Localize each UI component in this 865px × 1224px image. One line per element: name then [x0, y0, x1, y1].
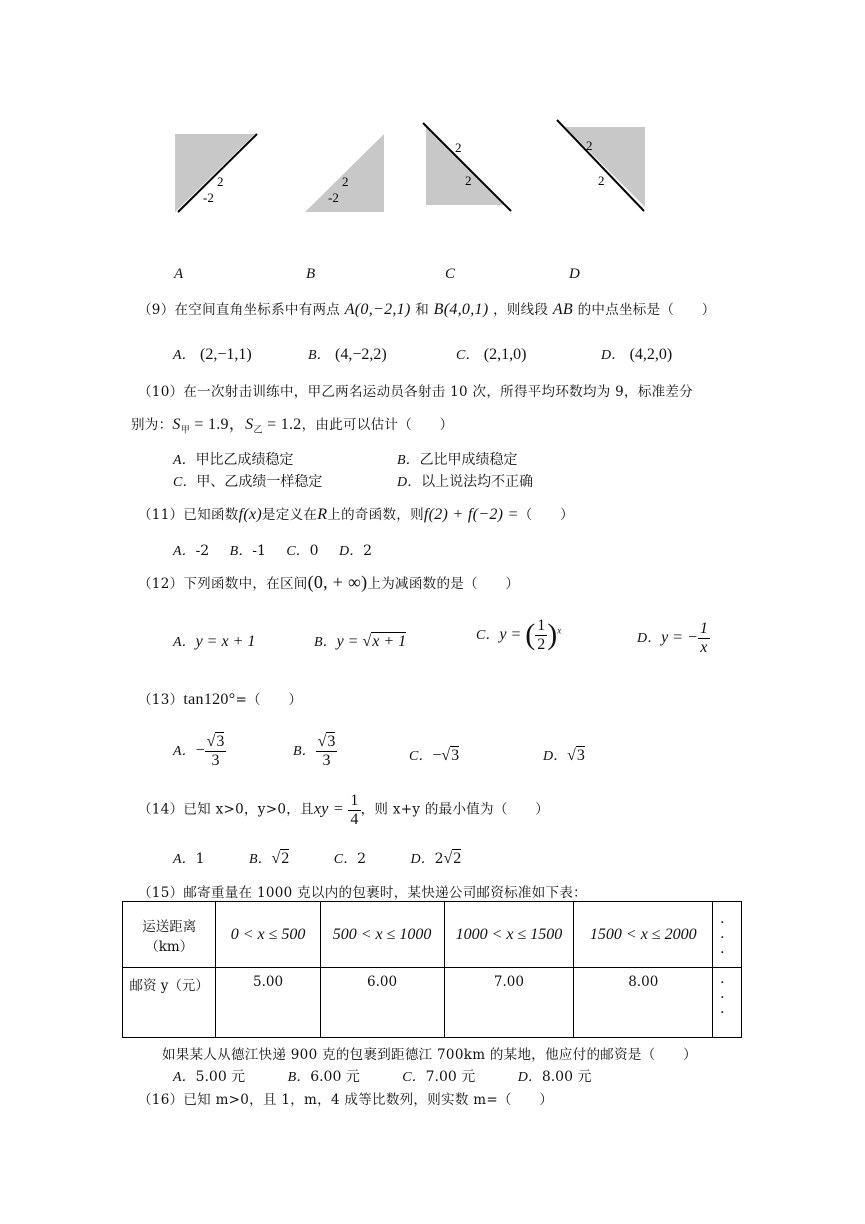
q9-point-b: B(4,0,1) — [433, 301, 489, 318]
q10-line2: 别为：$S_甲 = 1.9$，$S_乙 = 1.2$，由此可以估计（ ） — [131, 416, 454, 436]
q9-point-a: A(0,−2,1) — [344, 301, 411, 318]
q9-and: 和 — [415, 302, 430, 318]
figure-b-label-2: 2 — [342, 174, 349, 189]
figure-c-label-2b: 2 — [465, 173, 472, 188]
option-figures — [0, 110, 865, 230]
q12-option-a: A．y = x + 1 — [173, 633, 256, 650]
question-11: （11）已知函数f(x)是定义在R上的奇函数，则f(2) + f(−2) =（ ） — [138, 506, 574, 523]
figure-label-d: D — [569, 266, 580, 282]
question-13: （13）tan120°=（ ） — [138, 691, 303, 708]
q12-option-b: B．y = √x + 1 — [314, 633, 407, 650]
q10-line1: （10）在一次射击训练中，甲乙两名运动员各射击 10 次，所得平均环数均为 9，标准差分 — [138, 384, 694, 400]
q13-option-d: D．√3 — [543, 747, 585, 764]
q13-option-b: B． $\frac{√3}{3}$ — [293, 733, 336, 769]
table-cell-range-1: 0 < x ≤ 500 — [216, 902, 320, 968]
figure-d — [557, 120, 645, 211]
q9-option-d: D． (4,2,0) — [601, 346, 673, 363]
figure-c-label-2a: 2 — [455, 140, 462, 155]
q15-intro: （15）邮寄重量在 1000 克以内的包裹时，某快递公司邮资标准如下表： — [138, 885, 587, 901]
figure-b — [305, 134, 384, 212]
figure-d-shaded-region — [565, 127, 645, 207]
question-14: （14）已知 x>0，y>0，且xy = $\frac{1}{4}$ ，则 x+y 的最小值为（ ） — [138, 792, 550, 828]
q9-option-a: A． (2,−1,1) — [173, 346, 252, 363]
table-cell-ellipsis: ． ． ． — [713, 968, 742, 1038]
q13-option-a: A．− $\frac{√3}{3}$ — [173, 733, 225, 769]
q9-option-c: C． (2,1,0) — [456, 346, 527, 363]
table-row — [123, 968, 742, 1038]
q14-options: A．1 B．√2 C．2 D．2√2 — [173, 850, 462, 867]
figure-label-a: A — [174, 266, 184, 282]
figure-c — [423, 123, 511, 211]
postage-table — [122, 901, 742, 1038]
table-cell-ellipsis: ． ． ． — [713, 902, 742, 968]
table-cell-range-2: 500 < x ≤ 1000 — [320, 902, 444, 968]
q11-options: A．-2 B．-1 C．0 D．2 — [173, 543, 373, 559]
table-cell-fee-3: 7.00 — [444, 968, 574, 1038]
table-cell-fee-4: 8.00 — [574, 968, 713, 1038]
figure-d-label-2a: 2 — [586, 138, 593, 153]
figure-b-shaded-region — [305, 134, 384, 212]
figure-label-c: C — [445, 266, 456, 282]
q10-option-d: D．以上说法均不正确 — [397, 474, 534, 490]
q15-question: 如果某人从德江快递 900 克的包裹到距德江 700km 的某地，他应付的邮资是（ ） — [162, 1047, 697, 1063]
question-9 — [138, 298, 716, 319]
figure-b-label-minus2: -2 — [328, 190, 339, 205]
q10-option-c: C．甲、乙成绩一样稳定 — [173, 474, 323, 490]
figure-a — [175, 134, 257, 212]
table-row — [123, 902, 742, 968]
figure-label-b: B — [306, 266, 316, 282]
q12-option-d: D．y = − $\frac{1}{x}$ — [637, 620, 708, 656]
table-cell-range-4: 1500 < x ≤ 2000 — [574, 902, 713, 968]
figure-a-shaded-region — [175, 134, 255, 212]
q12-option-c: C．y = ( $\frac{1}{2}$ )$^x$ — [476, 617, 562, 653]
table-cell-fee-2: 6.00 — [320, 968, 444, 1038]
q9-mid: ，则线段 — [493, 302, 549, 318]
table-cell-distance-label: 运送距离 （km） — [123, 902, 216, 968]
table-cell-fee-label: 邮资 y（元） — [123, 968, 216, 1038]
figure-d-label-2b: 2 — [598, 173, 605, 188]
table-cell-fee-1: 5.00 — [216, 968, 320, 1038]
question-12: （12）下列函数中，在区间(0, + ∞)上为减函数的是（ ） — [138, 572, 520, 592]
q9-option-b: B． (4,−2,2) — [308, 346, 387, 363]
q13-option-c: C．−√3 — [409, 747, 460, 764]
q10-option-b: B．乙比甲成绩稳定 — [397, 452, 518, 468]
q15-options: A．5.00 元 B．6.00 元 C．7.00 元 D．8.00 元 — [173, 1069, 592, 1085]
table-cell-range-3: 1000 < x ≤ 1500 — [444, 902, 574, 968]
q9-prefix: （9）在空间直角坐标系中有两点 — [138, 302, 341, 318]
q9-segment: AB — [552, 301, 574, 318]
q9-suffix: 的中点坐标是（ ） — [577, 302, 716, 318]
q10-option-a: A．甲比乙成绩稳定 — [173, 452, 294, 468]
figure-a-label-minus2: -2 — [203, 190, 214, 205]
question-16: （16）已知 m>0，且 1，m，4 成等比数列，则实数 m=（ ） — [138, 1092, 554, 1108]
figure-a-label-2: 2 — [217, 174, 224, 189]
